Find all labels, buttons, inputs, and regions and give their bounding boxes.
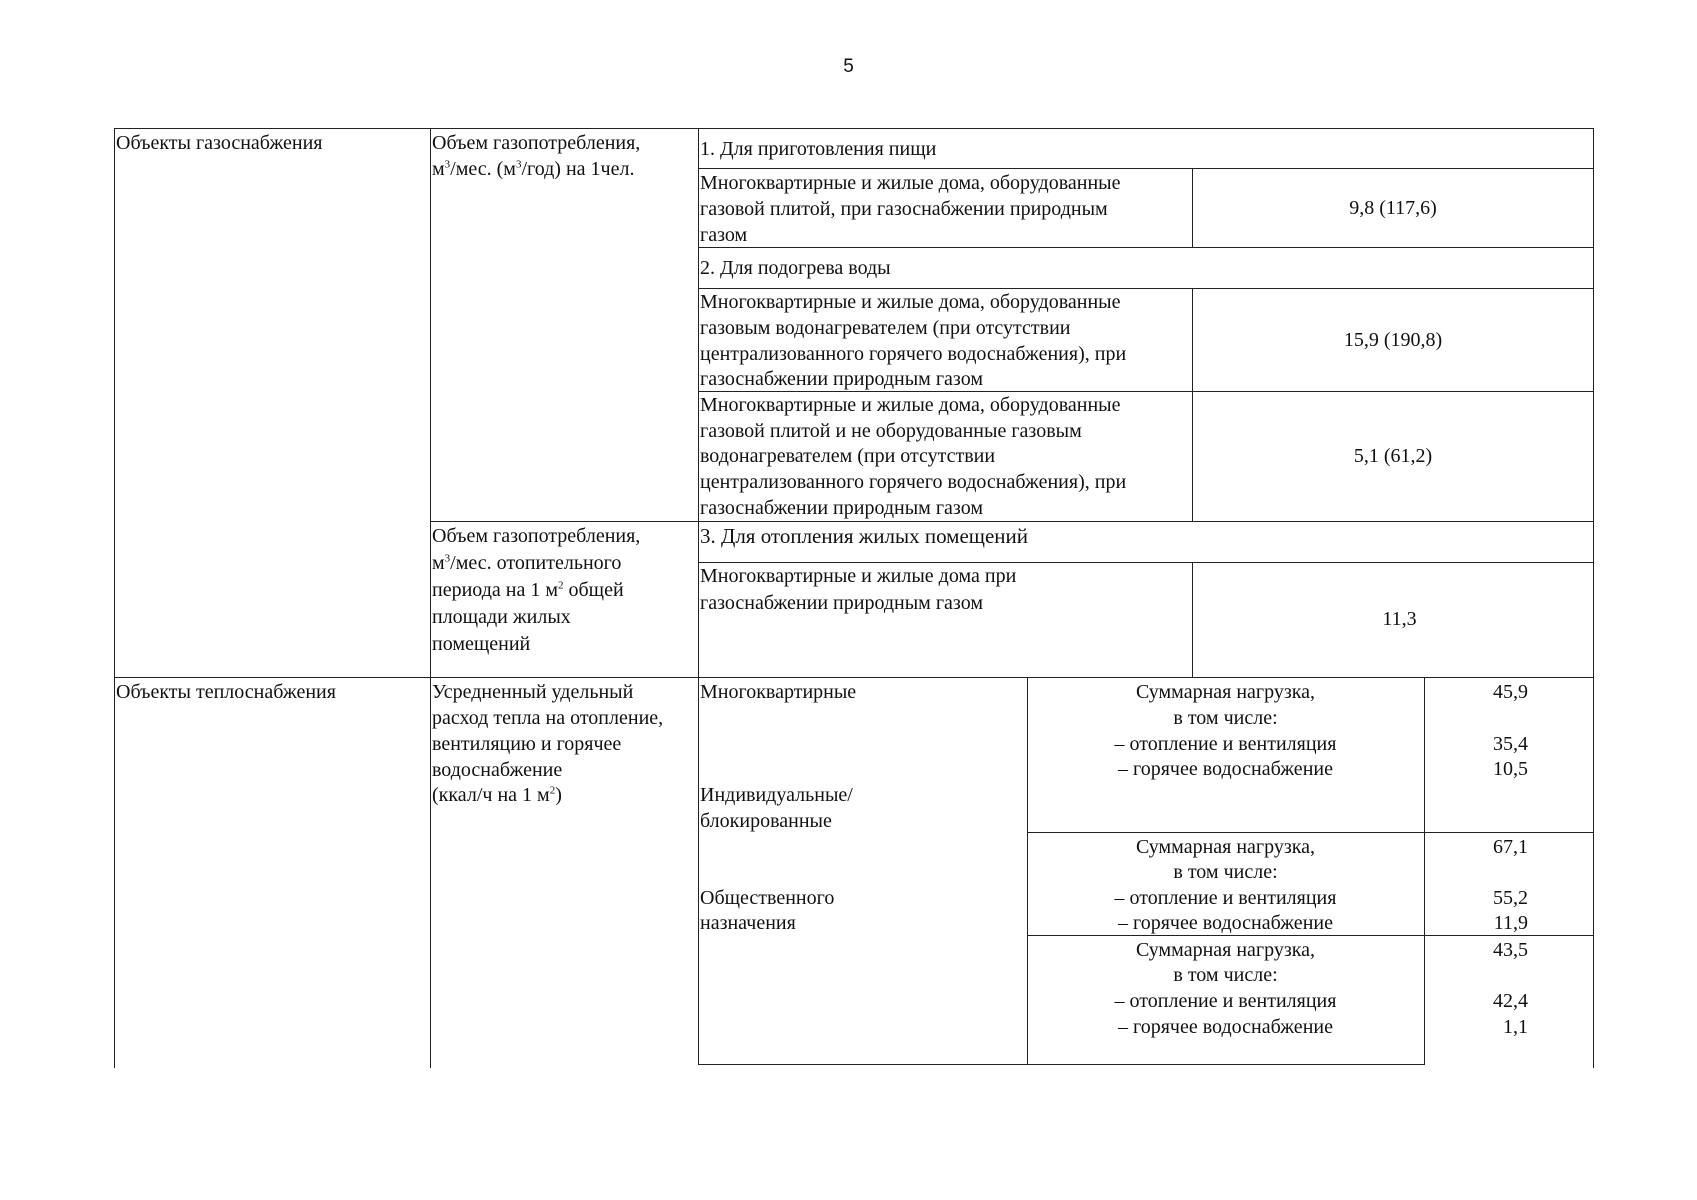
cooking-header: 1. Для приготовления пищи (700, 138, 937, 160)
building-type-individual-line2: блокированные (700, 810, 832, 832)
water-row-1-text-line: газовым водонагревателем (при отсутствии (700, 317, 1071, 339)
load-heating-label: – отопление и вентиляция (1114, 887, 1337, 909)
load-total-value: 45,9 (1493, 681, 1528, 703)
load-heating-value: 55,2 (1493, 887, 1528, 909)
border-col1 (430, 128, 431, 1068)
load-total-label: Суммарная нагрузка, (1135, 836, 1316, 858)
border-row (698, 168, 1594, 169)
cooking-row-value: 9,8 (117,6) (1349, 197, 1437, 219)
heat-indicator-line: вентиляцию и горячее (432, 733, 622, 755)
gas-object-label: Объекты газоснабжения (116, 132, 323, 154)
heating-rooms-row-text-line: газоснабжении природным газом (700, 592, 983, 614)
border-col2 (698, 128, 699, 1065)
heat-indicator-line: расход тепла на отопление, (432, 707, 664, 729)
load-heating-label: – отопление и вентиляция (1114, 990, 1337, 1012)
load-hot-water-label: – горячее водоснабжение (1118, 1016, 1333, 1038)
gas-indicator-2-line4: площади жилых (432, 606, 571, 628)
water-row-2-text-line: Многоквартирные и жилые дома, оборудованные (700, 394, 1121, 416)
load-including-label: в том числе: (1173, 964, 1278, 986)
load-heating-value: 42,4 (1493, 990, 1528, 1012)
load-heating-value: 35,4 (1493, 733, 1528, 755)
load-heating-label: – отопление и вентиляция (1114, 733, 1337, 755)
load-hot-water-label: – горячее водоснабжение (1118, 758, 1333, 780)
border-col3-gas (1192, 288, 1193, 521)
heat-indicator-line: водоснабжение (432, 759, 563, 781)
building-type-public-line2: назначения (700, 912, 796, 934)
load-hot-water-value: 1,1 (1503, 1016, 1528, 1038)
border-row (430, 521, 1594, 522)
load-total-label: Суммарная нагрузка, (1135, 681, 1316, 703)
load-total-value: 67,1 (1493, 836, 1528, 858)
gas-indicator-2-line5: помещений (432, 633, 531, 655)
water-row-2-text-line: водонагревателем (при отсутствии (700, 445, 996, 467)
heat-indicator-line: Усредненный удельный (432, 681, 634, 703)
water-row-1-text-line: газоснабжении природным газом (700, 368, 983, 390)
gas-indicator-1-line2: $м^3$/мес. $(м^3/год)$ на 1чел. (432, 158, 635, 180)
building-type-apartment: Многоквартирные (700, 681, 857, 703)
border-right (1593, 128, 1594, 1068)
water-row-1-text-line: централизованного горячего водоснабжения), при (700, 343, 1127, 365)
heat-indicator-unit: (ккал/ч на 1 $м^2$) (432, 784, 562, 806)
water-row-2-text-line: централизованного горячего водоснабжения), при (700, 471, 1127, 493)
load-total-value: 43,5 (1493, 939, 1528, 961)
water-row-1-value: 15,9 (190,8) (1343, 329, 1443, 351)
cooking-row-text-line: Многоквартирные и жилые дома, оборудованные (700, 172, 1121, 194)
load-total-label: Суммарная нагрузка, (1135, 939, 1316, 961)
load-including-label: в том числе: (1173, 861, 1278, 883)
water-row-2-value: 5,1 (61,2) (1353, 445, 1433, 467)
heat-object-label: Объекты теплоснабжения (116, 681, 336, 703)
load-hot-water-label: – горячее водоснабжение (1118, 912, 1333, 934)
gas-indicator-2-line1: Объем газопотребления, (432, 525, 641, 547)
water-header: 2. Для подогрева воды (700, 257, 891, 279)
water-row-2-text-line: газоснабжении природным газом (700, 497, 983, 519)
gas-indicator-2-line3: периода на 1 $м^2$ общей (432, 579, 624, 601)
load-including-label: в том числе: (1173, 707, 1278, 729)
heating-rooms-row-value: 11,3 (1382, 608, 1417, 630)
cooking-row-text-line: газовой плитой, при газоснабжении природным (700, 198, 1108, 220)
border-section (114, 677, 1594, 678)
gas-indicator-1-line1: Объем газопотребления, (432, 132, 641, 154)
heating-rooms-header: 3. Для отопления жилых помещений (700, 524, 1029, 548)
page-number: 5 (843, 56, 854, 77)
water-row-1-text-line: Многоквартирные и жилые дома, оборудованные (700, 291, 1121, 313)
border-row (1027, 832, 1594, 833)
heating-rooms-row-text-line: Многоквартирные и жилые дома при (700, 565, 1017, 587)
cooking-row-text-line: газом (700, 224, 748, 246)
border-top (114, 128, 1594, 129)
border-left (114, 128, 115, 1068)
border-bottom (698, 1064, 1425, 1065)
building-type-individual-line1: Индивидуальные/ (700, 784, 853, 806)
building-type-public-line1: Общественного (700, 887, 835, 909)
border-row (698, 247, 1594, 248)
load-hot-water-value: 10,5 (1493, 758, 1528, 780)
water-row-2-text-line: газовой плитой и не оборудованные газовым (700, 420, 1082, 442)
gas-indicator-2-line2: $м^3$/мес. отопительного (432, 552, 622, 574)
load-hot-water-value: 11,9 (1493, 912, 1528, 934)
